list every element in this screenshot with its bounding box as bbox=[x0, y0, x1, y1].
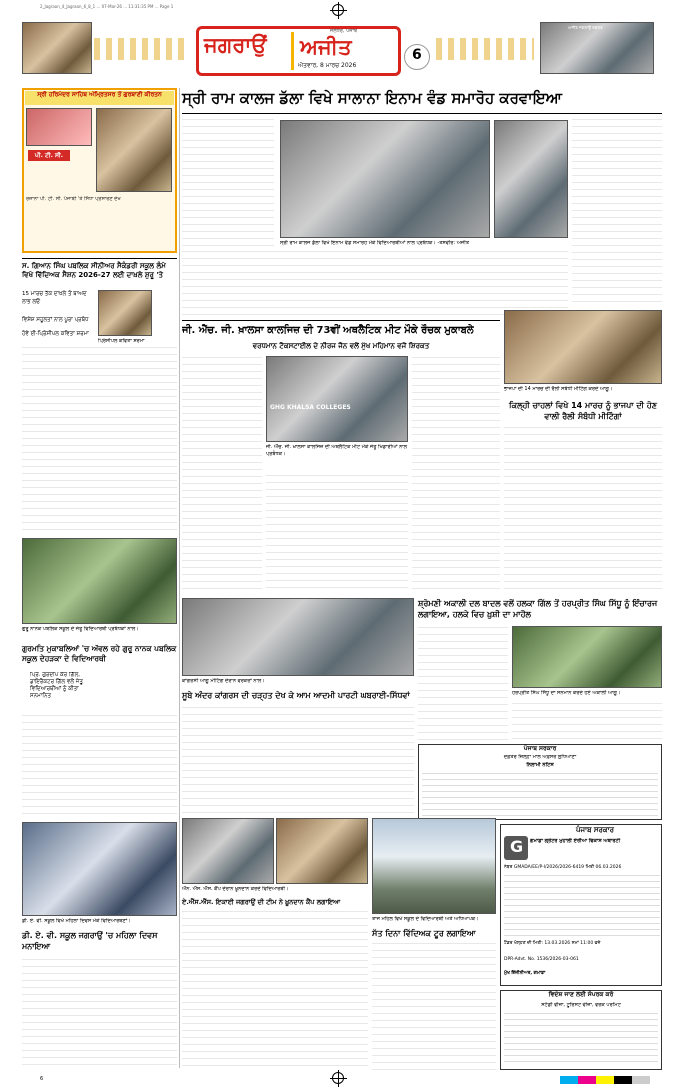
masthead-ornament-left bbox=[94, 38, 190, 60]
masthead-paper-name: ਅਜੀਤ bbox=[300, 35, 352, 59]
dav-headline: ਡੀ. ਏ. ਵੀ. ਸਕੂਲ ਜਗਰਾਉਂ 'ਚ ਮਹਿਲਾ ਦਿਵਸ ਮਨਾਇਆ bbox=[22, 931, 158, 951]
akali-photo bbox=[512, 626, 662, 688]
meetings-photo-caption: ਭਾਜਪਾ ਦੀ 14 ਮਾਰਚ ਦੀ ਰੈਲੀ ਸਬੰਧੀ ਮੀਟਿੰਗ ਕਰਦੇ ਆਗੂ। bbox=[504, 386, 613, 392]
blood-photo-caption: ਐੱਨ. ਐੱਸ. ਐੱਸ. ਕੈਂਪ ਦੌਰਾਨ ਖ਼ੂਨਦਾਨ ਕਰਦੇ ਵਿਦਿਆਰਥੀ। bbox=[182, 886, 289, 892]
small-ad-line: ਸਟੱਡੀ ਵੀਜ਼ਾ, ਟੂਰਿਸਟ ਵੀਜ਼ਾ, ਵਰਕ ਪਰਮਿਟ bbox=[541, 1002, 621, 1008]
congress-headline: ਸੂਬੇ ਅੰਦਰ ਕਾਂਗਰਸ ਦੀ ਚੜ੍ਹਤ ਦੇਖ ਕੇ ਆਮ ਆਦਮੀ ਪਾਰਟੀ ਘਬਰਾਈ-ਸਿੱਧਵਾਂ bbox=[182, 691, 410, 700]
masthead-edition: ਜਲੰਧਰ, ਪੰਜਾਬ bbox=[330, 28, 358, 34]
lead-story-body-right bbox=[572, 118, 662, 304]
akali-photo-caption: ਹਰਪ੍ਰੀਤ ਸਿੰਘ ਸਿੱਧੂ ਦਾ ਸਨਮਾਨ ਕਰਦੇ ਹੋਏ ਅਕਾਲੀ ਆਗੂ। bbox=[512, 690, 621, 696]
small-ad-body bbox=[504, 1012, 658, 1066]
khalsa-deck: ਵਰਧਮਾਨ ਟੈਕਸਟਾਈਲ ਦੇ ਨੀਰਜ ਜੈਨ ਵਲੋਂ ਮੁੱਖ ਮਹਿਮਾਨ ਵਜੋਂ ਸ਼ਿਰਕਤ bbox=[252, 342, 430, 350]
lead-photo-2 bbox=[494, 120, 568, 238]
khalsa-photo-caption: ਜੀ. ਐੱਚ. ਜੀ. ਖ਼ਾਲਸਾ ਕਾਲਜਿਜ਼ ਦੀ ਅਥਲੈਟਿਕ ਮੀਟ ਮੌਕੇ ਜੇਤੂ ਖਿਡਾਰੀਆਂ ਨਾਲ ਪ੍ਰਬੰਧਕ। bbox=[266, 444, 408, 457]
lead-headline-rule bbox=[182, 113, 662, 114]
congress-body bbox=[182, 706, 414, 814]
promo-photo-golden-temple bbox=[96, 108, 172, 192]
career-sub: 15 ਮਾਰਚ ਤੱਕ ਦਾਖ਼ਲੇ ਤੋਂ ਬਾਅਦ ਲਾਭ ਲਓ bbox=[22, 291, 87, 305]
tour-headline: ਸੱਤ ਦਿਨਾ ਵਿੱਦਿਅਕ ਟੂਰ ਲਗਾਇਆ bbox=[372, 929, 476, 938]
govt-ad-subtitle: ਗਮਾਡਾ ਗ੍ਰੇਟਰ ਮੁਹਾਲੀ ਏਰੀਆ ਵਿਕਾਸ ਅਥਾਰਟੀ bbox=[530, 838, 621, 844]
promo-footer: ਰੋਜ਼ਾਨਾ ਪੀ. ਟੀ. ਸੀ. ਪੰਜਾਬੀ 'ਤੇ ਸਿੱਧਾ ਪ੍ਰਸਾਰਣ ਦੇਖੋ bbox=[26, 196, 121, 202]
career-portrait bbox=[98, 290, 152, 336]
column-divider bbox=[179, 88, 180, 1068]
dav-photo bbox=[22, 822, 177, 916]
meetings-photo bbox=[504, 310, 662, 384]
khalsa-rule bbox=[182, 320, 500, 321]
govt-ad-body bbox=[504, 874, 660, 938]
khalsa-body-left bbox=[182, 356, 262, 592]
dav-body bbox=[22, 958, 177, 1070]
career-headline: ਸ. ਗਿਆਨ ਸਿੰਘ ਪਬਲਿਕ ਸੀਨੀਅਰ ਸੈਕੰਡਰੀ ਸਕੂਲ ਲੰਮੇ ਵਿਖੇ ਵਿੱਦਿਅਕ ਸੈਸ਼ਨ 2026-27 ਲਈ ਦਾਖ਼ਲੇ ਸ਼ੁਰੂ 'ਤੇ bbox=[22, 262, 166, 279]
small-ad-title: ਵਿਦੇਸ਼ ਜਾਣ ਲਈ ਸੰਪਰਕ ਕਰੋ bbox=[548, 991, 614, 998]
khalsa-photo-banner: GHG KHALSA COLLEGES bbox=[270, 404, 351, 411]
congress-photo-caption: ਕਾਂਗਰਸੀ ਆਗੂ ਮੀਟਿੰਗ ਦੌਰਾਨ ਵਰਕਰਾਂ ਨਾਲ। bbox=[182, 678, 265, 684]
gurmat-photo bbox=[22, 538, 177, 624]
tour-photo-caption: ਤਾਜ ਮਹਿਲ ਵਿਖੇ ਸਕੂਲ ਦੇ ਵਿਦਿਆਰਥੀ ਅਤੇ ਅਧਿਆਪਕ। bbox=[372, 916, 479, 922]
govt-ad-logo-letter: G bbox=[510, 837, 524, 856]
khalsa-body-mid bbox=[266, 474, 408, 592]
govt-ad-footer: ਮੁੱਖ ਇੰਜੀਨੀਅਰ, ਗਮਾਡਾ bbox=[504, 971, 546, 976]
career-sub3: ਹੋਵੇ ਈ-ਪ੍ਰਿੰਸੀਪਲ ਕਵਿਤਾ ਸ਼ਰਮਾ bbox=[22, 331, 89, 337]
khalsa-headline: ਜੀ. ਐੱਚ. ਜੀ. ਖ਼ਾਲਸਾ ਕਾਲਜਿਜ਼ ਦੀ 73ਵੀਂ ਅਥਲੈਟਿਕ ਮੀਟ ਮੌਕੇ ਰੌਚਕ ਮੁਕਾਬਲੇ bbox=[182, 325, 474, 336]
blood-headline: ਏ.ਐੱਸ.ਐੱਸ. ਇਕਾਈ ਜਗਰਾਉਂ ਦੀ ਟੀਮ ਨੇ ਖ਼ੂਨਦਾਨ ਕੈਂਪ ਲਗਾਇਆ bbox=[182, 898, 341, 906]
blood-photo-2 bbox=[276, 818, 368, 884]
promo-banner: ਸ੍ਰੀ ਹਰਿਮੰਦਰ ਸਾਹਿਬ ਅੰਮ੍ਰਿਤਸਰ ਤੋਂ ਗੁਰਬਾਣੀ ਕੀਰਤਨ bbox=[25, 91, 174, 105]
blood-photo-1 bbox=[182, 818, 274, 884]
notice-ad-body bbox=[422, 772, 658, 816]
notice-ad-title: ਪੰਜਾਬ ਸਰਕਾਰ bbox=[523, 745, 557, 752]
registration-mark-icon bbox=[332, 4, 344, 16]
gurmat-bullet: ਪ੍ਰਿੰ. ਗੁਰਦੀਪ ਕੌਰ ਗਿੱਲ, ਡਾਇਰੈਕਟਰ ਗਿੱਲ ਵਲੋਂ ਜੇਤੂ ਵਿਦਿਆਰਥੀਆਂ ਨੂੰ ਕੀਤਾ ਸਨਮਾਨਿਤ bbox=[30, 672, 83, 699]
notice-ad-subtitle: ਦਫ਼ਤਰ ਜ਼ਿਲ੍ਹਾ ਮਾਲ ਅਫ਼ਸਰ ਲੁਧਿਆਣਾ bbox=[503, 754, 577, 760]
tour-body bbox=[372, 942, 496, 1070]
bottom-registration-mark-icon bbox=[332, 1072, 344, 1084]
masthead-city: ਜਗਰਾਉਂ bbox=[204, 33, 267, 57]
meetings-body bbox=[504, 426, 662, 592]
promo-photo-small bbox=[26, 108, 92, 146]
career-body bbox=[22, 346, 177, 534]
page-number: 6 bbox=[412, 47, 422, 63]
lead-photo-1 bbox=[280, 120, 490, 238]
lead-photo-caption: ਸ੍ਰੀ ਰਾਮ ਕਾਲਜ ਡੱਲਾ ਵਿਖੇ ਇਨਾਮ ਵੰਡ ਸਮਾਰੋਹ ਮੌਕੇ ਵਿਦਿਆਰਥੀਆਂ ਨਾਲ ਪ੍ਰਬੰਧਕ। -ਤਸਵੀਰ: ਅਜੀਤ bbox=[280, 240, 470, 246]
govt-ad-notice-no: ਨੰਬਰ GMADA/EE/P-I/2026/2026-6419 ਮਿਤੀ 06.03.2026 bbox=[504, 865, 622, 870]
lead-story-body bbox=[182, 118, 274, 246]
akali-headline: ਸ਼੍ਰੋਮਣੀ ਅਕਾਲੀ ਦਲ ਬਾਦਲ ਵਲੋਂ ਹਲਕਾ ਗਿੱਲ ਤੋਂ ਹਰਪ੍ਰੀਤ ਸਿੰਘ ਸਿੱਧੂ ਨੂੰ ਇੰਚਾਰਜ ਲਗਾਇਆ, ਹਲਕੇ ਵਿਚ ਖ਼ੁਸ਼ੀ ਦਾ ਮਾਹੌਲ bbox=[418, 599, 658, 619]
akali-body-right bbox=[512, 702, 662, 740]
gurmat-headline: ਗੁਰਮਤਿ ਮੁਕਾਬਲਿਆਂ 'ਚ ਅੱਵਲ ਰਹੇ ਗੁਰੂ ਨਾਨਕ ਪਬਲਿਕ ਸਕੂਲ ਦੇਹੜਕਾ ਦੇ ਵਿਦਿਆਰਥੀ bbox=[22, 644, 177, 663]
masthead-ornament-right bbox=[436, 38, 534, 60]
career-sub2: ਵਿਸ਼ੇਸ਼ ਸਹੂਲਤਾਂ ਨਾਲ ਪੂਰਾ ਪ੍ਰਬੰਧ bbox=[22, 317, 89, 323]
govt-ad-title: ਪੰਜਾਬ ਸਰਕਾਰ bbox=[575, 826, 614, 834]
govt-ad-date: ਟੈਂਡਰ ਖੋਲ੍ਹਣ ਦੀ ਮਿਤੀ: 13.03.2026 ਸਮਾਂ 11:00 ਵਜੇ bbox=[504, 941, 601, 946]
masthead-right-photo-label: ਅਜੀਤ ਜਗਰਾਉਂ ਦਫ਼ਤਰ bbox=[568, 25, 603, 30]
ptc-badge: ਪੀ. ਟੀ. ਸੀ. bbox=[28, 150, 70, 161]
akali-body bbox=[418, 626, 508, 740]
blood-body bbox=[182, 910, 368, 1070]
lead-headline: ਸ੍ਰੀ ਰਾਮ ਕਾਲਜ ਡੱਲਾ ਵਿਖੇ ਸਾਲਾਨਾ ਇਨਾਮ ਵੰਡ ਸਮਾਰੋਹ ਕਰਵਾਇਆ bbox=[182, 89, 562, 107]
gurmat-body bbox=[22, 714, 177, 818]
color-bar bbox=[560, 1076, 650, 1084]
dav-photo-caption: ਡੀ. ਏ. ਵੀ. ਸਕੂਲ ਵਿਖੇ ਮਹਿਲਾ ਦਿਵਸ ਮੌਕੇ ਵਿਦਿਆਰਥਣਾਂ। bbox=[22, 918, 131, 924]
career-portrait-caption: ਪ੍ਰਿੰਸੀਪਲ ਕਵਿਤਾ ਸ਼ਰਮਾ bbox=[98, 338, 145, 344]
congress-photo bbox=[182, 598, 414, 676]
khalsa-photo bbox=[266, 356, 408, 442]
gurmat-photo-caption: ਗੁਰੂ ਨਾਨਕ ਪਬਲਿਕ ਸਕੂਲ ਦੇ ਜੇਤੂ ਵਿਦਿਆਰਥੀ ਪ੍ਰਬੰਧਕਾਂ ਨਾਲ। bbox=[22, 626, 139, 632]
footer-page-number: 6 bbox=[40, 1076, 44, 1082]
masthead-divider bbox=[291, 32, 294, 70]
print-slug: 2_Jagraon_4_Jagraon_6_8_1 ... 07-Mar-26 ... 11:31:35 PM ... Page 1 bbox=[40, 4, 174, 9]
career-rule bbox=[22, 258, 177, 259]
meetings-headline: ਕਿਲ੍ਹੀ ਚਾਹਲਾਂ ਵਿਖੇ 14 ਮਾਰਚ ਨੂੰ ਭਾਜਪਾ ਦੀ ਹੋਣ ਵਾਲੀ ਰੈਲੀ ਸੰਬੰਧੀ ਮੀਟਿੰਗਾਂ bbox=[509, 401, 657, 421]
promo-text bbox=[26, 164, 94, 194]
govt-ad-ro: DPR-Advt. No. 1536/2026-03-061 bbox=[504, 957, 579, 962]
lead-story-body-bottom bbox=[182, 250, 568, 316]
khalsa-body-right bbox=[412, 356, 500, 592]
masthead-left-photo bbox=[22, 22, 92, 74]
tour-photo-tajmahal bbox=[372, 818, 496, 914]
masthead-date: ਐਤਵਾਰ, 8 ਮਾਰਚ 2026 bbox=[298, 62, 357, 69]
notice-ad-line: ਨਿਲਾਮੀ ਨੋਟਿਸ bbox=[526, 762, 554, 768]
